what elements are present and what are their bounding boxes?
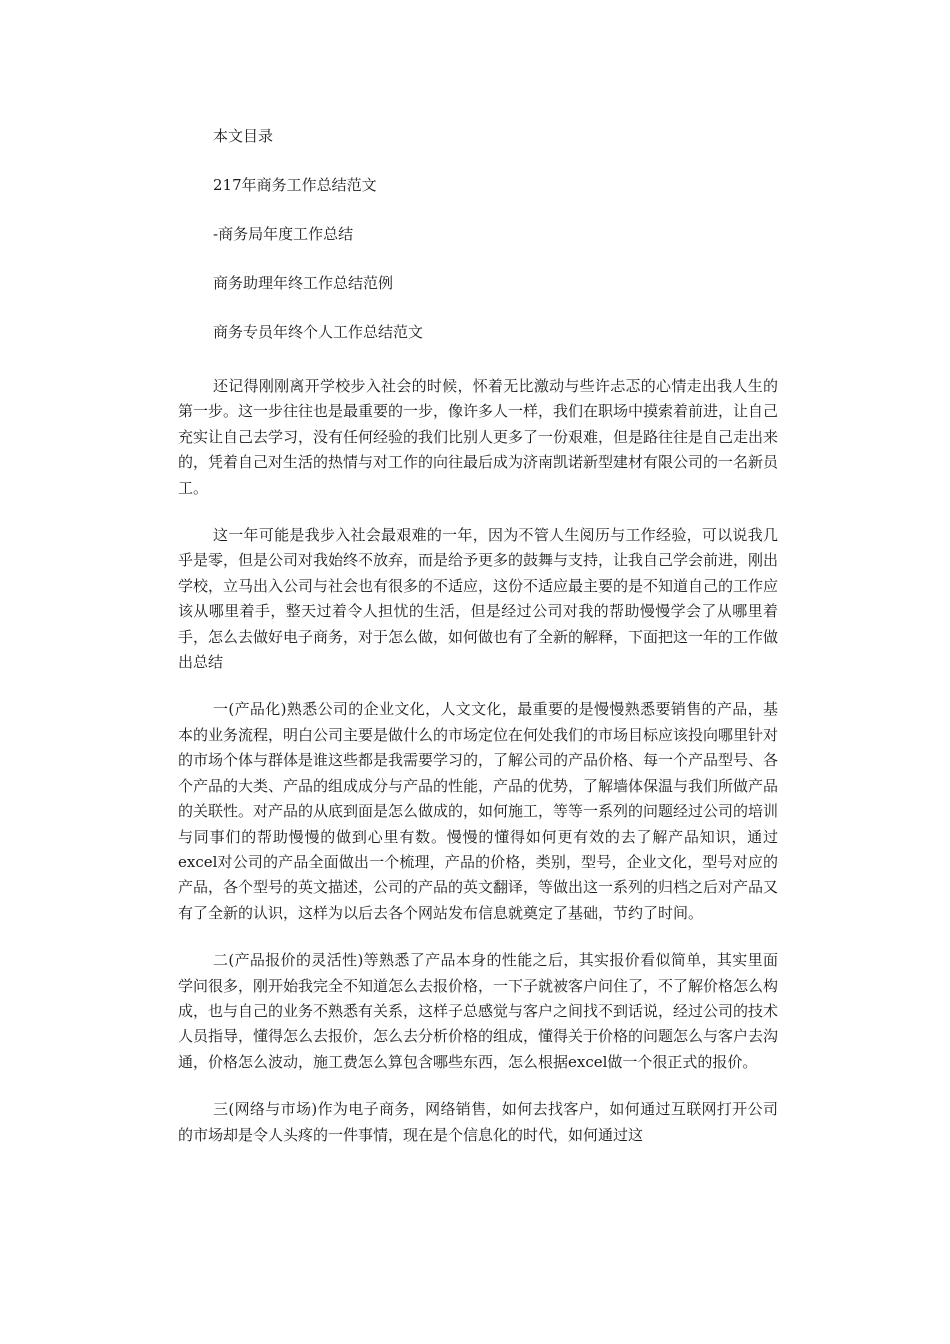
toc-item[interactable]: -商务局年度工作总结 [213,225,354,243]
document-body [178,374,778,1170]
paragraph-year-review: 这一年可能是我步入社会最艰难的一年，因为不管人生阅历与工作经验，可以说我几乎是零，但是公司对我始终不放弃，而是给予更多的鼓舞与支持，让我自己学会前进，刚出学校，立马出入公司与社会也有很多的不适应，这份不适应最主要的是不知道自己的工作应该从哪里着手，整天过着令人担忧的生活，但是经过公司对我的帮助慢慢学会了从哪里着手，怎么去做好电子商务，对于怎么做，如何做也有了全新的解释，下面把这一年的工作做出总结 [178,526,779,672]
paragraph-network-market: 三(网络与市场)作为电子商务，网络销售，如何去找客户，如何通过互联网打开公司的市场却是令人头疼的一件事情，现在是个信息化的时代，如何通过这 [178,1100,778,1144]
paragraph-productization: 一(产品化)熟悉公司的企业文化，人文文化，最重要的是慢慢熟悉要销售的产品，基本的业务流程，明白公司主要是做什么的市场定位在何处我们的市场目标应该投向哪里针对的市场个体与群体是谁这些都是我需要学习的，了解公司的产品价格、每一个产品型号、各个产品的大类、产品的组成成分与产品的性能，产品的优势，了解墙体保温与我们所做产品的关联性。对产品的从底到面是怎么做成的，如何施工，等等一系列的问题经过公司的培训与同事们的帮助慢慢的做到心里有数。慢慢的懂得如何更有效的去了解产品知识，通过excel对公司的产品全面做出一个梳理，产品的价格，类别，型号，企业文化，型号对应的产品，各个型号的英文描述，公司的产品的英文翻译，等做出这一系列的归档之后对产品又有了全新的认识，这样为以后去各个网站发布信息就奠定了基础，节约了时间。 [178,700,779,922]
toc-item[interactable]: 商务专员年终个人工作总结范文 [213,323,424,341]
paragraph-pricing: 二(产品报价的灵活性)等熟悉了产品本身的性能之后，其实报价看似简单，其实里面学问很多，刚开始我完全不知道怎么去报价格，一下子就被客户问住了，不了解价格怎么构成，也与自己的业务不熟悉有关系，这样子总感觉与客户之间找不到话说，经过公司的技术人员指导，懂得怎么去报价，怎么去分析价格的组成，懂得关于价格的问题怎么与客户去沟通，价格怎么波动，施工费怎么算包含哪些东西，怎么根据excel做一个很正式的报价。 [178,951,779,1071]
toc-item[interactable]: 217年商务工作总结范文 [213,176,377,194]
toc-item[interactable]: 商务助理年终工作总结范例 [213,274,394,292]
paragraph-intro: 还记得刚刚离开学校步入社会的时候，怀着无比激动与些许忐忑的心情走出我人生的第一步。这一步往往也是最重要的一步，像许多人一样，我们在职场中摸索着前进，让自己充实让自己去学习，没有任何经验的我们比别人更多了一份艰难，但是路往往是自己走出来的，凭着自己对生活的热情与对工作的向往最后成为济南凯诺新型建材有限公司的一名新员工。 [178,377,779,497]
toc-title: 本文目录 [213,127,274,145]
table-of-contents [213,124,773,369]
